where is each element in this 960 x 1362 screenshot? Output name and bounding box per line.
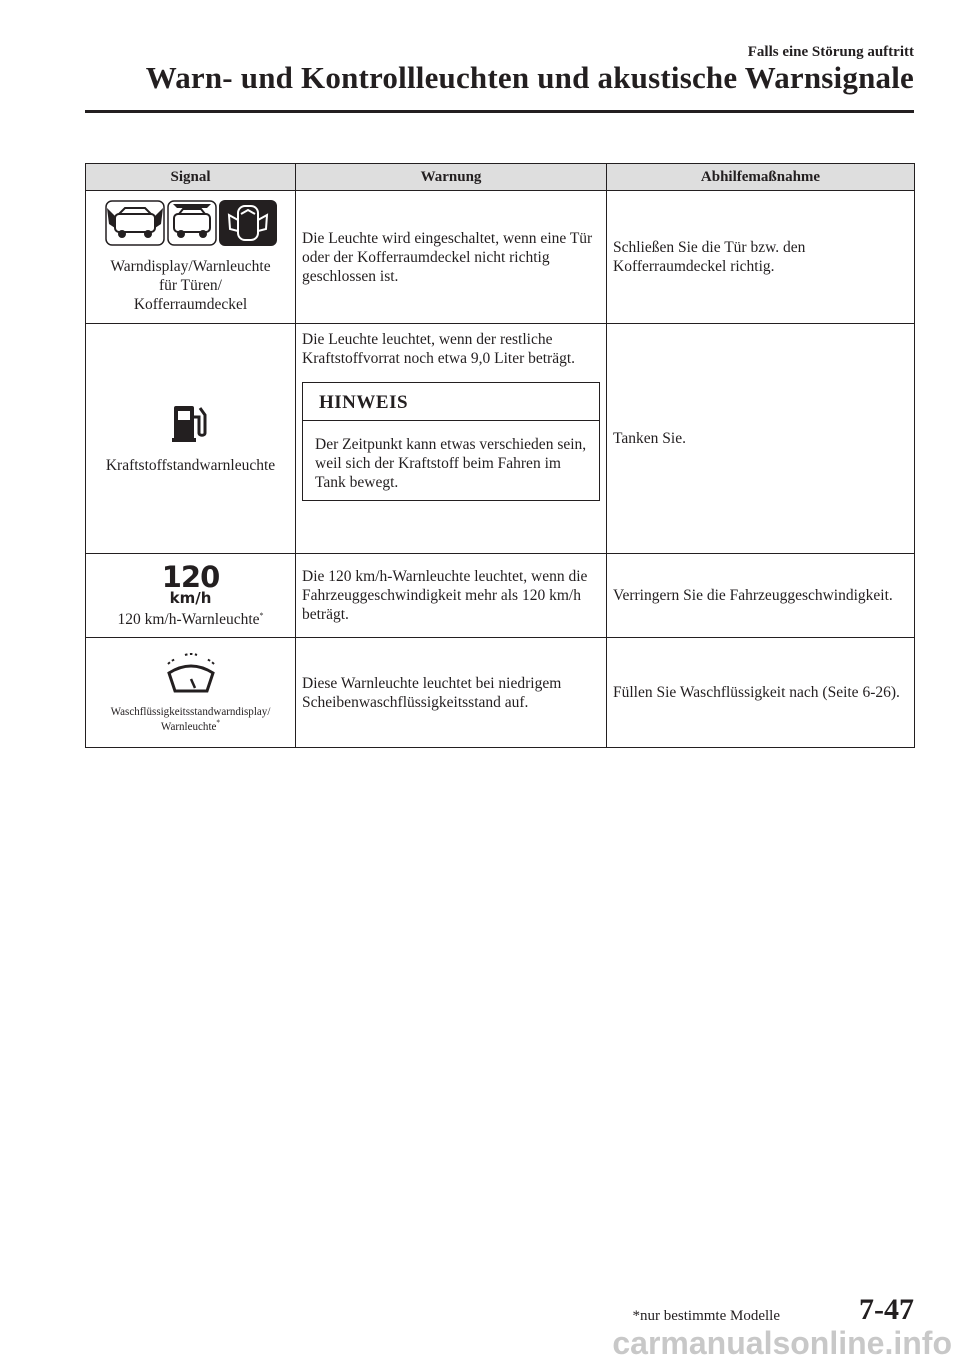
table-row	[86, 191, 915, 324]
car-trunk-open-icon	[167, 200, 217, 251]
table-header-row	[86, 164, 915, 191]
remedy-text: Füllen Sie Waschflüssigkeit nach (Seite 6-26).	[607, 638, 915, 748]
page-title: Warn- und Kontrollleuchten und akustische Warnsignale	[145, 60, 914, 95]
column-header-signal: Signal	[86, 164, 296, 191]
remedy-text: Tanken Sie.	[607, 324, 915, 554]
signal-label: Waschflüssigkeitsstandwarndisplay/ Warnleuchte*	[110, 704, 271, 733]
signal-cell	[86, 638, 296, 748]
signal-label: 120 km/h-Warnleuchte*	[117, 610, 264, 628]
page-number: 7-47	[859, 1293, 914, 1326]
note-box	[302, 382, 600, 501]
speed-120-icon	[161, 559, 220, 607]
signal-label: Warndisplay/Warnleuchte für Türen/ Kofferraumdeckel	[110, 258, 271, 313]
fuel-pump-icon	[172, 403, 210, 448]
warning-text: Diese Warnleuchte leuchtet bei niedrigem Scheibenwaschflüssigkeitsstand auf.	[296, 638, 607, 748]
remedy-text: Verringern Sie die Fahrzeuggeschwindigkeit.	[607, 554, 915, 638]
column-header-remedy: Abhilfemaßnahme	[607, 164, 915, 191]
speed-icon-unit: km/h	[169, 588, 212, 607]
car-door-open-icon	[105, 200, 165, 251]
warning-light-table	[85, 163, 915, 748]
footnote-mark: *	[216, 718, 221, 727]
column-header-warning: Warnung	[296, 164, 607, 191]
warning-text: Die Leuchte wird eingeschaltet, wenn eine Tür oder der Kofferraumdeckel nicht richtig geschlossen ist.	[296, 191, 607, 324]
washer-fluid-icon	[162, 651, 220, 698]
door-ajar-icon	[219, 200, 277, 251]
speed-icon-number: 120	[161, 559, 220, 594]
title-rule	[85, 110, 914, 113]
table-row	[86, 324, 915, 554]
signal-label: Kraftstoffstandwarnleuchte	[105, 456, 276, 474]
signal-cell	[86, 191, 296, 324]
signal-cell	[86, 324, 296, 554]
section-label: Falls eine Störung auftritt	[747, 44, 914, 60]
warning-text: Die 120 km/h-Warnleuchte leuchtet, wenn die Fahrzeuggeschwindigkeit mehr als 120 km/h beträgt.	[296, 554, 607, 638]
table-row	[86, 554, 915, 638]
warning-text: Die Leuchte leuchtet, wenn der restliche Kraftstoffvorrat noch etwa 9,0 Liter beträgt.	[302, 331, 576, 367]
footnote-mark: *	[259, 610, 264, 620]
watermark: carmanualsonline.info	[612, 1325, 952, 1361]
remedy-text: Schließen Sie die Tür bzw. den Kofferraumdeckel richtig.	[607, 191, 915, 324]
note-title: HINWEIS	[303, 383, 599, 421]
warning-cell	[296, 324, 607, 554]
footnote: *nur bestimmte Modelle	[632, 1308, 780, 1324]
note-text: Der Zeitpunkt kann etwas verschieden sein, weil sich der Kraftstoff beim Fahren im Tank bewegt.	[315, 436, 587, 491]
table-row	[86, 638, 915, 748]
signal-cell	[86, 554, 296, 638]
